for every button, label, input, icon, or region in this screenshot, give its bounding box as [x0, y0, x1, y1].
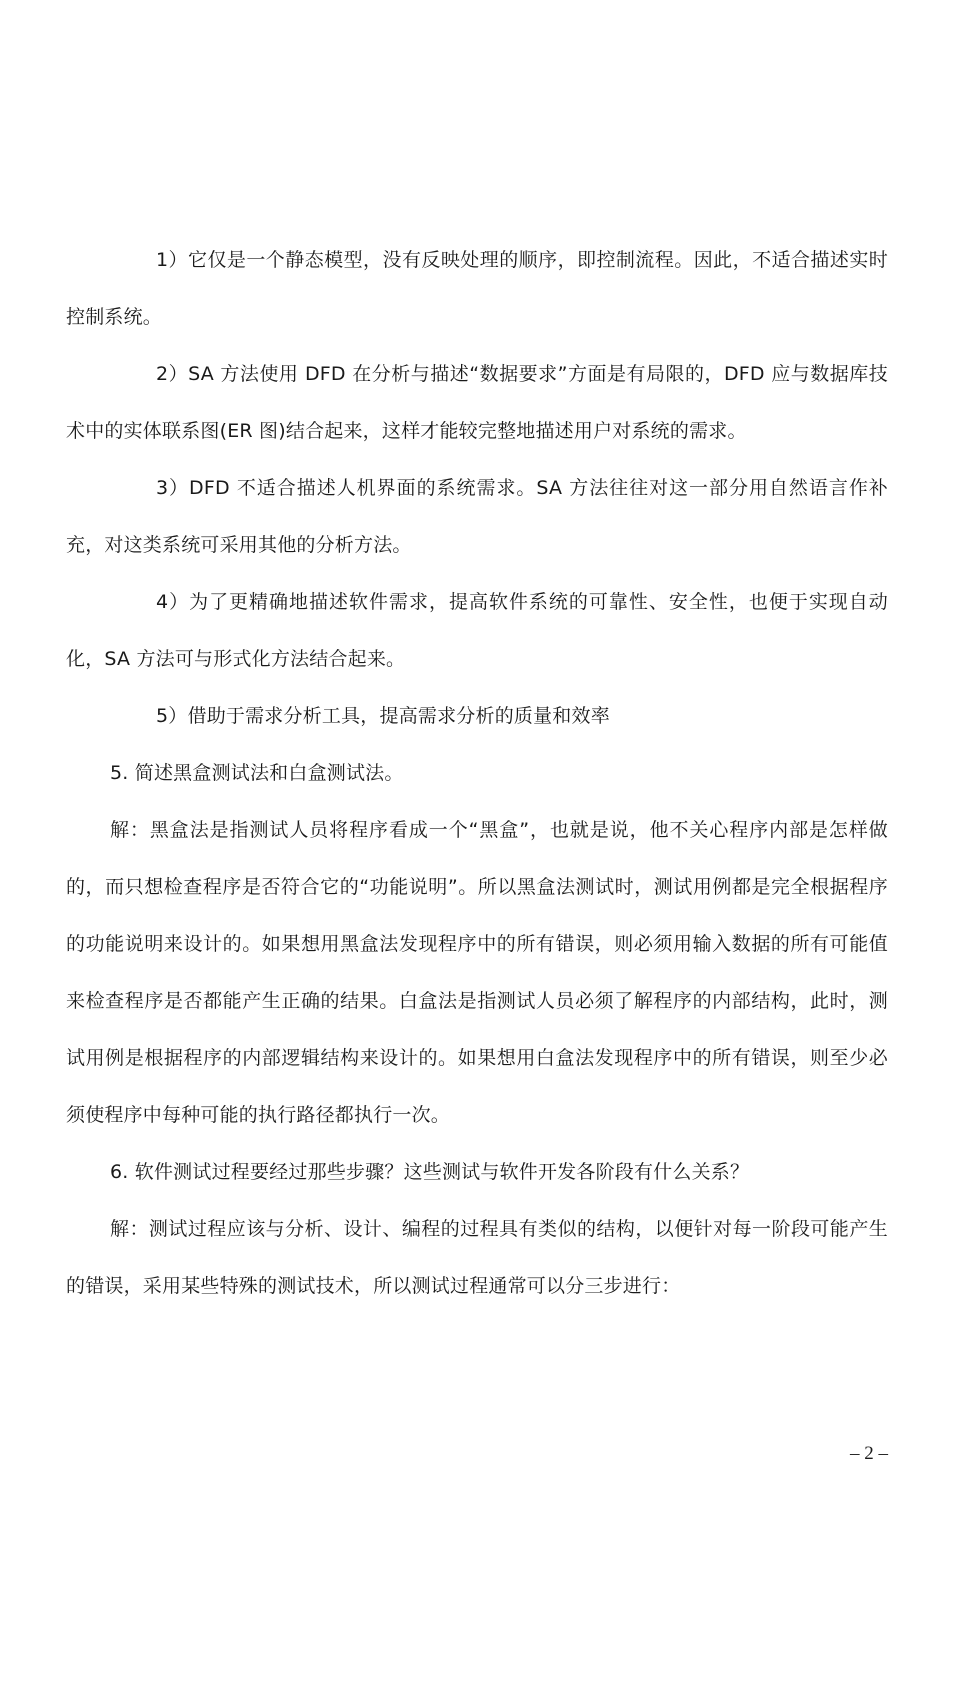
- document-body: [66, 232, 888, 1315]
- paragraph-limitation-5: 5）借助于需求分析工具，提高需求分析的质量和效率: [156, 705, 610, 727]
- paragraph-limitation-2: 2）SA 方法使用 DFD 在分析与描述“数据要求”方面是有局限的，DFD 应与数据库技术中的实体联系图(ER 图)结合起来，这样才能较完整地描述用户对系统的需求。: [66, 363, 888, 442]
- question-6-heading: 6. 软件测试过程要经过那些步骤？这些测试与软件开发各阶段有什么关系？: [110, 1161, 750, 1183]
- paragraph-limitation-1: 1）它仅是一个静态模型，没有反映处理的顺序，即控制流程。因此，不适合描述实时控制系统。: [66, 249, 888, 328]
- paragraph-limitation-4: 4）为了更精确地描述软件需求，提高软件系统的可靠性、安全性，也便于实现自动化，SA 方法可与形式化方法结合起来。: [66, 591, 888, 670]
- question-5-heading: 5. 简述黑盒测试法和白盒测试法。: [110, 762, 404, 784]
- answer-6-paragraph: 解：测试过程应该与分析、设计、编程的过程具有类似的结构，以便针对每一阶段可能产生的错误，采用某些特殊的测试技术，所以测试过程通常可以分三步进行：: [66, 1218, 888, 1297]
- page-number: – 2 –: [850, 1443, 888, 1464]
- paragraph-limitation-3: 3）DFD 不适合描述人机界面的系统需求。SA 方法往往对这一部分用自然语言作补充，对这类系统可采用其他的分析方法。: [66, 477, 888, 556]
- answer-5-paragraph: 解：黑盒法是指测试人员将程序看成一个“黑盒”，也就是说，他不关心程序内部是怎样做的，而只想检查程序是否符合它的“功能说明”。所以黑盒法测试时，测试用例都是完全根据程序的功能说明来设计的。如果想用黑盒法发现程序中的所有错误，则必须用输入数据的所有可能值来检查程序是否都能产生正确的结果。白盒法是指测试人员必须了解程序的内部结构，此时，测试用例是根据程序的内部逻辑结构来设计的。如果想用白盒法发现程序中的所有错误，则至少必须使程序中每种可能的执行路径都执行一次。: [66, 819, 888, 1126]
